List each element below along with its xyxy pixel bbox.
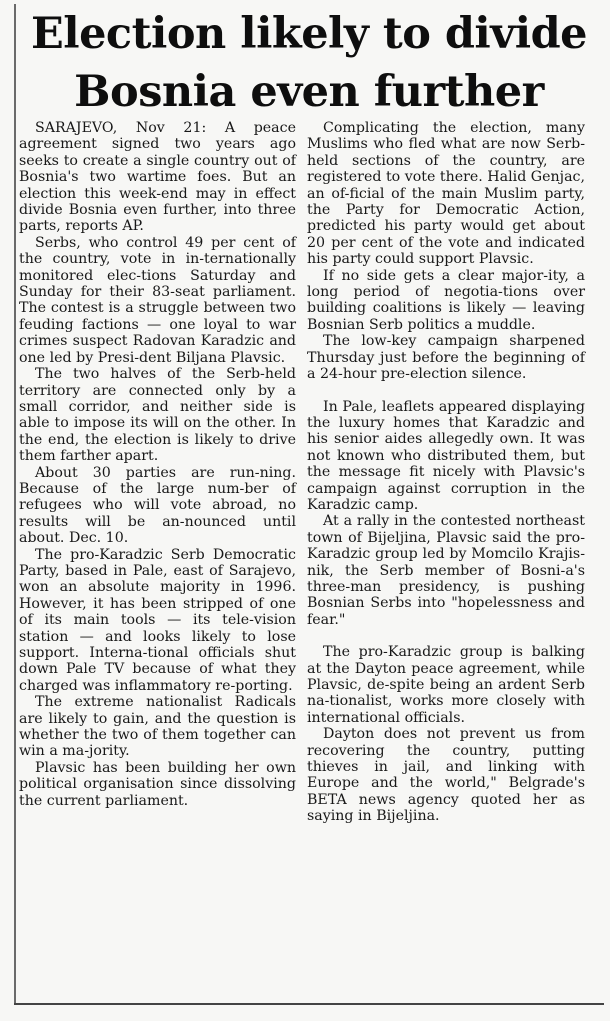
- paragraph: About 30 parties are run-ning. Because of the large num-ber of refugees who will vote abroad, no results will be an-nounced until about. Dec. 10.: [19, 464, 296, 547]
- paragraph: Serbs, who control 49 per cent of the country, vote in in-ternationally monitored elec-tions Saturday and Sunday for their 83-seat parliament. The contest is a struggle between two feuding factions — one loyal to war crimes suspect Radovan Karadzic and one led by Presi-dent Biljana Plavsic.: [19, 234, 296, 366]
- headline-line-1: Election likely to divide: [30, 9, 588, 59]
- paragraph: Complicating the election, many Muslims who fled what are now Serb-held sections of the country, are registered to vote there. Halid Genjac, an of-ficial of the main Muslim party, the Party for Democratic Action, predicted his party would get about 20 per cent of the vote and indicated his party could support Plavsic.: [307, 120, 585, 268]
- paragraph: In Pale, leaflets appeared displaying the luxury homes that Karadzic and his senior aides allegedly own. It was not known who distributed them, but the message fit nicely with Plavsic's campaign against corruption in the Karadzic camp.: [307, 398, 585, 513]
- article-column-left: [19, 120, 296, 809]
- paragraph: The extreme nationalist Radicals are likely to gain, and the question is whether the two of them together can win a ma-jority.: [19, 694, 296, 760]
- column-rule-left: [14, 4, 16, 1004]
- paragraph: If no side gets a clear major-ity, a long period of negotia-tions over building coalitions is likely — leaving Bosnian Serb politics a muddle.: [307, 267, 585, 333]
- paragraph: SARAJEVO, Nov 21: A peace agreement signed two years ago seeks to create a single country out of Bosnia's two wartime foes. But an election this week-end may in effect divide Bosnia even further, into three parts, reports AP.: [19, 120, 296, 235]
- article-column-right: [307, 120, 585, 825]
- paragraph: Dayton does not prevent us from recovering the country, putting thieves in jail, and linking with Europe and the world," Belgrade's BETA news agency quoted her as saying in Bijeljina.: [307, 726, 585, 825]
- headline-line-2: Bosnia even further: [74, 67, 544, 117]
- paragraph: The two halves of the Serb-held territory are connected only by a small corridor, and neither side is able to impose its will on the other. In the end, the election is likely to drive them farther apart.: [19, 366, 296, 465]
- paragraph: The low-key campaign sharpened Thursday just before the beginning of a 24-hour pre-election silence.: [307, 333, 585, 383]
- bottom-rule: [14, 1003, 604, 1005]
- paragraph: The pro-Karadzic Serb Democratic Party, based in Pale, east of Sarajevo, won an absolute majority in 1996. However, it has been stripped of one of its main tools — its tele-vision station — and looks likely to lose support. Interna-tional officials shut down Pale TV because of what they charged was inflammatory re-porting.: [19, 546, 296, 694]
- paragraph: At a rally in the contested northeast town of Bijeljina, Plavsic said the pro-Karadzic group led by Momcilo Krajis-nik, the Serb member of Bosni-a's three-man presidency, is pushing Bosnian Serbs into "hopelessness and fear.": [307, 513, 585, 628]
- paragraph: Plavsic has been building her own political organisation since dissolving the current parliament.: [19, 759, 296, 809]
- paragraph: The pro-Karadzic group is balking at the Dayton peace agreement, while Plavsic, de-spite being an ardent Serb na-tionalist, works more closely with international officials.: [307, 644, 585, 726]
